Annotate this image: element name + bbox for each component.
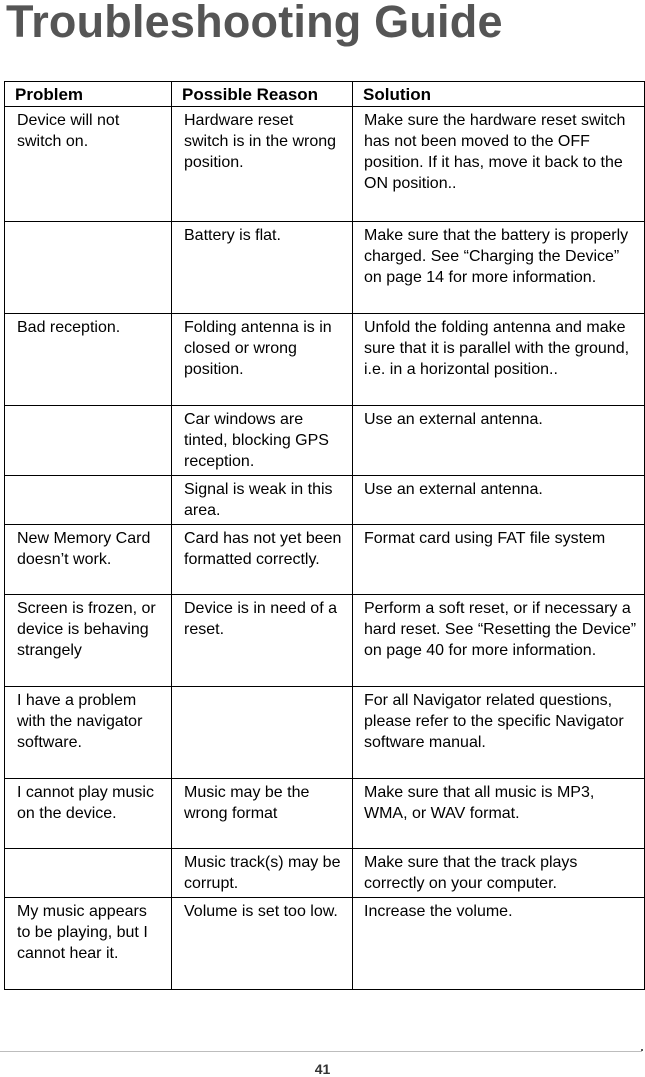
table-row bbox=[5, 849, 645, 898]
solution-cell: Use an external antenna. bbox=[353, 406, 645, 476]
page-title: Troubleshooting Guide bbox=[6, 0, 503, 47]
problem-cell: Screen is frozen, or device is behaving strangely bbox=[5, 595, 172, 687]
solution-cell: Make sure that the track plays correctly on your computer. bbox=[353, 849, 645, 898]
table-row bbox=[5, 898, 645, 990]
solution-cell: Increase the volume. bbox=[353, 898, 645, 990]
reason-cell: Signal is weak in this area. bbox=[172, 476, 353, 525]
table-header-row bbox=[5, 82, 645, 107]
footer-divider bbox=[0, 1051, 642, 1052]
problem-cell: Bad reception. bbox=[5, 314, 172, 406]
solution-cell: Make sure that all music is MP3, WMA, or WAV format. bbox=[353, 779, 645, 849]
troubleshooting-table bbox=[4, 81, 645, 990]
solution-cell: Unfold the folding antenna and make sure that it is parallel with the ground, i.e. in a horizontal position.. bbox=[353, 314, 645, 406]
reason-cell: Folding antenna is in closed or wrong position. bbox=[172, 314, 353, 406]
reason-cell: Volume is set too low. bbox=[172, 898, 353, 990]
problem-cell: My music appears to be playing, but I cannot hear it. bbox=[5, 898, 172, 990]
table-row bbox=[5, 314, 645, 406]
problem-cell: Device will not switch on. bbox=[5, 107, 172, 222]
header-problem: Problem bbox=[5, 82, 172, 107]
table-row bbox=[5, 525, 645, 595]
header-solution: Solution bbox=[353, 82, 645, 107]
reason-cell: Music may be the wrong format bbox=[172, 779, 353, 849]
problem-cell bbox=[5, 406, 172, 476]
reason-cell: Device is in need of a reset. bbox=[172, 595, 353, 687]
table-row bbox=[5, 476, 645, 525]
solution-cell: Format card using FAT file system bbox=[353, 525, 645, 595]
problem-cell: I cannot play music on the device. bbox=[5, 779, 172, 849]
page-number: 41 bbox=[314, 1061, 331, 1077]
table-row bbox=[5, 687, 645, 779]
header-possible-reason: Possible Reason bbox=[172, 82, 353, 107]
solution-cell: Make sure that the battery is properly charged. See “Charging the Device” on page 14 for more information. bbox=[353, 222, 645, 314]
table-row bbox=[5, 595, 645, 687]
problem-cell bbox=[5, 849, 172, 898]
reason-cell: Car windows are tinted, blocking GPS reception. bbox=[172, 406, 353, 476]
table-row bbox=[5, 406, 645, 476]
problem-cell: New Memory Card doesn’t work. bbox=[5, 525, 172, 595]
problem-cell bbox=[5, 476, 172, 525]
footer-divider-end bbox=[641, 1049, 643, 1051]
reason-cell: Card has not yet been formatted correctly. bbox=[172, 525, 353, 595]
solution-cell: Perform a soft reset, or if necessary a hard reset. See “Resetting the Device” on page 40 for more information. bbox=[353, 595, 645, 687]
reason-cell: Music track(s) may be corrupt. bbox=[172, 849, 353, 898]
reason-cell: Hardware reset switch is in the wrong position. bbox=[172, 107, 353, 222]
reason-cell bbox=[172, 687, 353, 779]
solution-cell: For all Navigator related questions, please refer to the specific Navigator software manual. bbox=[353, 687, 645, 779]
reason-cell: Battery is flat. bbox=[172, 222, 353, 314]
solution-cell: Make sure the hardware reset switch has not been moved to the OFF position. If it has, move it back to the ON position.. bbox=[353, 107, 645, 222]
table-row bbox=[5, 107, 645, 222]
table-row bbox=[5, 779, 645, 849]
solution-cell: Use an external antenna. bbox=[353, 476, 645, 525]
problem-cell bbox=[5, 222, 172, 314]
problem-cell: I have a problem with the navigator software. bbox=[5, 687, 172, 779]
table-row bbox=[5, 222, 645, 314]
